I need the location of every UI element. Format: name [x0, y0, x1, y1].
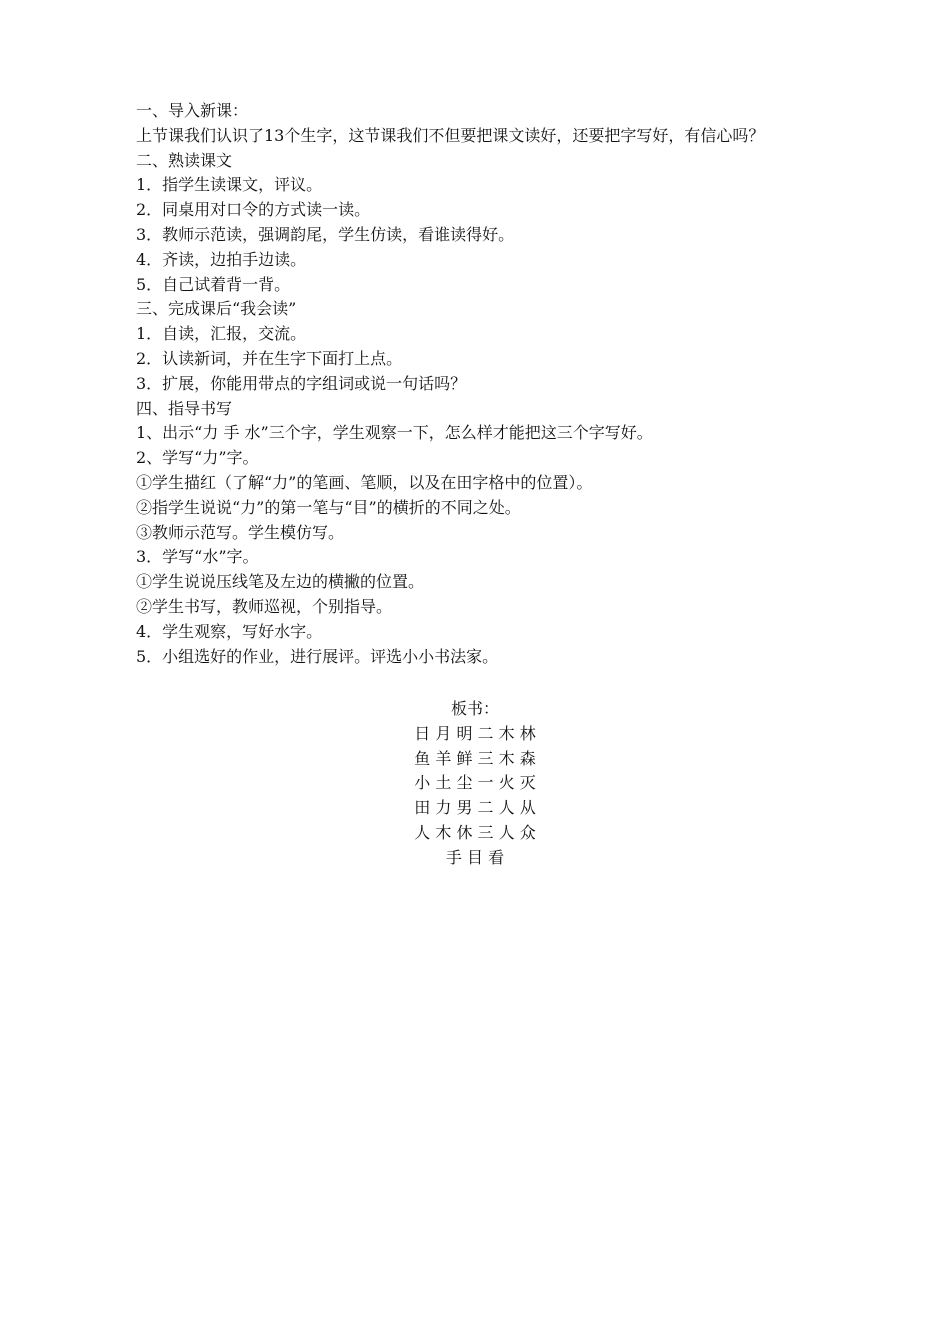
list-item: 2、学写“力”字。 — [136, 448, 259, 468]
list-item: 3．学写“水”字。 — [136, 547, 259, 567]
lesson-plan-body — [136, 99, 816, 669]
board-row: 田 力 男 二 人 从 — [414, 798, 536, 818]
list-item: 1、出示“力 手 水”三个字，学生观察一下，怎么样才能把这三个字写好。 — [136, 423, 653, 443]
section-heading: 二、熟读课文 — [136, 150, 233, 170]
board-title: 板书： — [450, 699, 499, 718]
section-writing-guide — [136, 397, 816, 670]
list-item: ②指学生说说“力”的第一笔与“目”的横折的不同之处。 — [136, 497, 521, 517]
board-row: 鱼 羊 鲜 三 木 森 — [414, 748, 536, 768]
board-row: 小 土 尘 一 火 灭 — [414, 773, 536, 793]
list-item: 1．自读，汇报，交流。 — [136, 324, 307, 344]
section-read-text — [136, 149, 816, 298]
list-item: 2．认读新词，并在生字下面打上点。 — [136, 348, 403, 368]
list-item: 3．教师示范读，强调韵尾，学生仿读，看谁读得好。 — [136, 224, 515, 244]
list-item: 2．同桌用对口令的方式读一读。 — [136, 200, 371, 220]
list-item: ③教师示范写。学生模仿写。 — [136, 522, 345, 542]
list-item: 5．自己试着背一背。 — [136, 274, 291, 294]
section-heading: 三、完成课后“我会读” — [136, 299, 297, 319]
board-row: 日 月 明 二 木 林 — [414, 723, 536, 743]
list-item: 4．齐读，边拍手边读。 — [136, 249, 307, 269]
list-item: 5．小组选好的作业，进行展评。评选小小书法家。 — [136, 646, 499, 666]
list-item: 1．指学生读课文，评议。 — [136, 175, 323, 195]
list-item: 3．扩展，你能用带点的字组词或说一句话吗？ — [136, 373, 467, 393]
list-item: ②学生书写，教师巡视，个别指导。 — [136, 596, 393, 616]
board-row: 人 木 休 三 人 众 — [414, 822, 536, 842]
blackboard-summary — [0, 697, 950, 871]
section-heading: 四、指导书写 — [136, 398, 233, 418]
list-item: 4．学生观察，写好水字。 — [136, 621, 323, 641]
board-row: 手 目 看 — [445, 847, 505, 867]
intro-heading: 一、导入新课： — [136, 101, 249, 120]
intro-paragraph: 上节课我们认识了13个生字，这节课我们不但要把课文读好，还要把字写好，有信心吗？ — [136, 125, 765, 145]
list-item: ①学生说说压线笔及左边的横撇的位置。 — [136, 572, 425, 592]
section-i-can-read — [136, 297, 816, 396]
list-item: ①学生描红（了解“力”的笔画、笔顺，以及在田字格中的位置）。 — [136, 472, 593, 492]
